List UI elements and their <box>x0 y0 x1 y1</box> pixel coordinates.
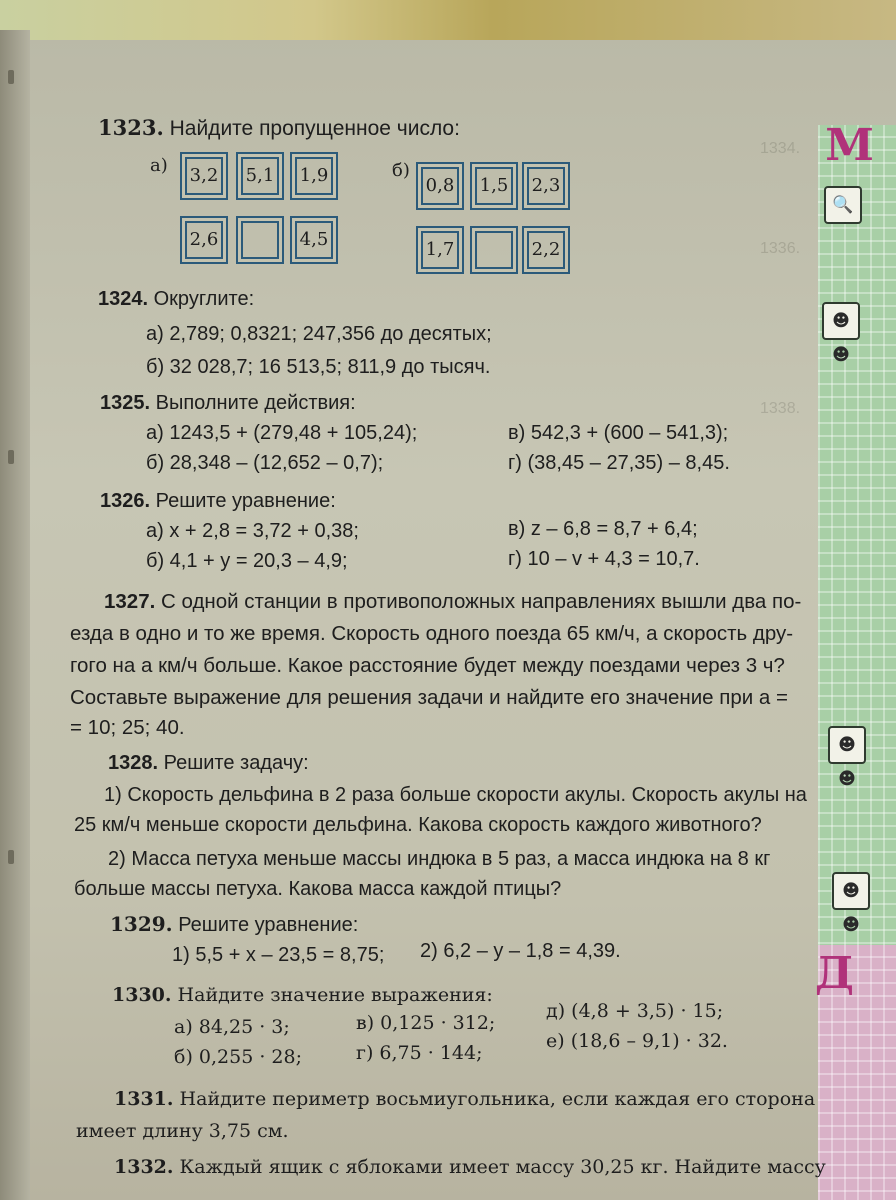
number-box: 0,8 <box>416 162 464 210</box>
problem-1328 <box>108 752 309 775</box>
problem-1332 <box>114 1156 826 1178</box>
problem-title: Выполните действия: <box>155 392 356 414</box>
problem-text-line: 25 км/ч меньше скорости дельфина. Какова скорость каждого животного? <box>74 814 762 836</box>
problem-number: 1329. <box>110 912 173 936</box>
problem-number: 1326. <box>100 490 151 512</box>
problem-text-line: С одной станции в противоположных направлениях вышли два по- <box>161 590 802 613</box>
problem-number: 1324. <box>98 288 149 310</box>
item-a: а) 2,789; 0,8321; 247,356 до десятых; <box>146 323 492 345</box>
problem-1327 <box>104 590 801 614</box>
problem-number: 1327. <box>104 590 156 613</box>
problem-number: 1323. <box>98 115 164 140</box>
item-g: г) (38,45 – 27,35) – 8,45. <box>508 452 730 474</box>
page-binding-edge <box>0 30 30 1200</box>
problem-1324 <box>98 288 254 311</box>
problem-1326 <box>100 490 336 513</box>
book-cover-edge <box>0 0 896 40</box>
problem-title: Округлите: <box>153 288 255 310</box>
problem-1331 <box>114 1088 815 1110</box>
item-v: в) 542,3 + (600 – 541,3); <box>508 422 729 444</box>
item-b: б) 32 028,7; 16 513,5; 811,9 до тысяч. <box>146 356 491 378</box>
equation-2: 2) 6,2 – y – 1,8 = 4,39. <box>420 940 621 962</box>
binding-hole <box>8 850 14 864</box>
item-a: а) x + 2,8 = 3,72 + 0,38; <box>146 520 359 542</box>
part-label-b: б) <box>392 160 410 181</box>
missing-number-box <box>470 226 518 274</box>
section-letter-m: М <box>825 120 874 171</box>
binding-hole <box>8 450 14 464</box>
problem-title: Решите задачу: <box>163 752 309 774</box>
number-box: 1,9 <box>290 152 338 200</box>
problem-1330 <box>112 984 493 1006</box>
magnifier-icon: 🔍 <box>824 186 862 224</box>
number-box: 1,7 <box>416 226 464 274</box>
problem-text-line: Найдите периметр восьмиугольника, если каждая его сторона <box>179 1088 816 1110</box>
number-box: 3,2 <box>180 152 228 200</box>
item-g: г) 10 – v + 4,3 = 10,7. <box>508 548 700 570</box>
equation-1: 1) 5,5 + x – 23,5 = 8,75; <box>172 944 385 966</box>
item-e: е) (18,6 – 9,1) · 32. <box>546 1030 728 1052</box>
problem-number: 1330. <box>112 984 172 1006</box>
margin-strip-green <box>818 125 896 945</box>
number-box: 1,5 <box>470 162 518 210</box>
item-d: д) (4,8 + 3,5) · 15; <box>546 1000 724 1022</box>
number-box: 2,2 <box>522 226 570 274</box>
problem-1329 <box>110 912 358 937</box>
problem-text-line: Каждый ящик с яблоками имеет массу 30,25 кг. Найдите массу <box>179 1156 826 1178</box>
section-letter-d: Д <box>814 948 854 999</box>
problem-text-line: больше массы петуха. Какова масса каждой птицы? <box>74 878 562 900</box>
problem-title: Найдите пропущенное число: <box>169 117 460 140</box>
pair-work-icon: ☻☻ <box>822 302 860 340</box>
problem-number: 1325. <box>100 392 151 414</box>
problem-text-line: = 10; 25; 40. <box>70 716 185 739</box>
problem-text-line: имеет длину 3,75 см. <box>76 1120 289 1142</box>
problem-text-line: 1) Скорость дельфина в 2 раза больше скорости акулы. Скорость акулы на <box>104 784 807 806</box>
item-g: г) 6,75 · 144; <box>356 1042 483 1064</box>
pair-work-icon: ☻☻ <box>832 872 870 910</box>
problem-number: 1328. <box>108 752 159 774</box>
item-v: в) z – 6,8 = 8,7 + 6,4; <box>508 518 698 540</box>
part-label-a: а) <box>150 155 168 176</box>
problem-1323 <box>98 115 460 141</box>
item-b: б) 28,348 – (12,652 – 0,7); <box>146 452 384 474</box>
number-box: 2,3 <box>522 162 570 210</box>
pair-work-icon: ☻☻ <box>828 726 866 764</box>
number-box: 2,6 <box>180 216 228 264</box>
problem-number: 1331. <box>114 1088 174 1110</box>
problem-text-line: 2) Масса петуха меньше массы индюка в 5 раз, а масса индюка на 8 кг <box>108 848 771 870</box>
number-box: 4,5 <box>290 216 338 264</box>
problem-text-line: езда в одно и то же время. Скорость одного поезда 65 км/ч, а скорость дру- <box>70 622 794 645</box>
problem-title: Решите уравнение: <box>155 490 336 512</box>
item-b: б) 0,255 · 28; <box>174 1046 302 1068</box>
number-box: 5,1 <box>236 152 284 200</box>
problem-number: 1332. <box>114 1156 174 1178</box>
item-v: в) 0,125 · 312; <box>356 1012 496 1034</box>
problem-title: Найдите значение выражения: <box>177 984 493 1006</box>
problem-text-line: Составьте выражение для решения задачи и найдите его значение при a = <box>70 686 788 709</box>
textbook-page: 1334. 1336. 1338. М 🔍 ☻☻ ☻☻ ☻☻ Д 1323. Найдите пропущенное число: а) 3,2 5,1 1,9 2,6 4,5 б) 0,8 1,5 2,3 1,7 2,2 1324. Округлите: а) 2,789; 0,8321; 247,356 до десятых; б) 32 028,7; 16 513,5; 811,9 до тысяч. 1325. Выполните действия: а) 1243,5 + (279,48 + 105,24); в) 542,3 + (600 – 541,3); б) 28,348 – (12,652 – 0,7); г) (38,45 – 27,35) – 8,45. 1326. Решите уравнение: а) x + 2,8 = 3,72 + 0,38; в) z – 6,8 = 8,7 + 6,4; б) 4,1 + y = 20,3 – 4,9; г) 10 – v + 4,3 = 10,7. 1327. С одной станции в противоположных направлениях вышли два по- езда в одно и то же время. Скорость одного поезда 65 км/ч, а скорость дру- гого на a км/ч больше. Какое расстояние будет между поездами через 3 ч? Составьте выражение для решения задачи и найдите его значение при a = = 10; 25; 40. 1328. Решите задачу: 1) Скорость дельфина в 2 раза больше скорости акулы. Скорость акулы на 25 км/ч меньше скорости дельфина. Какова скорость каждого животного? 2) Масса петуха меньше массы индюка в 5 раз, а масса индюка на 8 кг больше массы петуха. Какова масса каждой птицы? 1329. Решите уравнение: 1) 5,5 + x – 23,5 = 8,75; 2) 6,2 – y – 1,8 = 4,39. 1330. Найдите значение выражения: а) 84,25 · 3; б) 0,255 · 28; в) 0,125 · 312; г) 6,75 · 144; д) (4,8 + 3,5) · 15; е) (18,6 – 9,1) · 32. 1331. Найдите периметр восьмиугольника, если каждая его сторона имеет длину 3,75 см. 1332. Каждый ящик с яблоками имеет массу 30,25 кг. Найдите массу <box>0 0 896 1200</box>
item-b: б) 4,1 + y = 20,3 – 4,9; <box>146 550 348 572</box>
binding-hole <box>8 70 14 84</box>
item-a: а) 1243,5 + (279,48 + 105,24); <box>146 422 418 444</box>
missing-number-box <box>236 216 284 264</box>
problem-title: Решите уравнение: <box>178 914 359 936</box>
problem-1325 <box>100 392 356 415</box>
problem-text-line: гого на a км/ч больше. Какое расстояние будет между поездами через 3 ч? <box>70 654 785 677</box>
item-a: а) 84,25 · 3; <box>174 1016 290 1038</box>
